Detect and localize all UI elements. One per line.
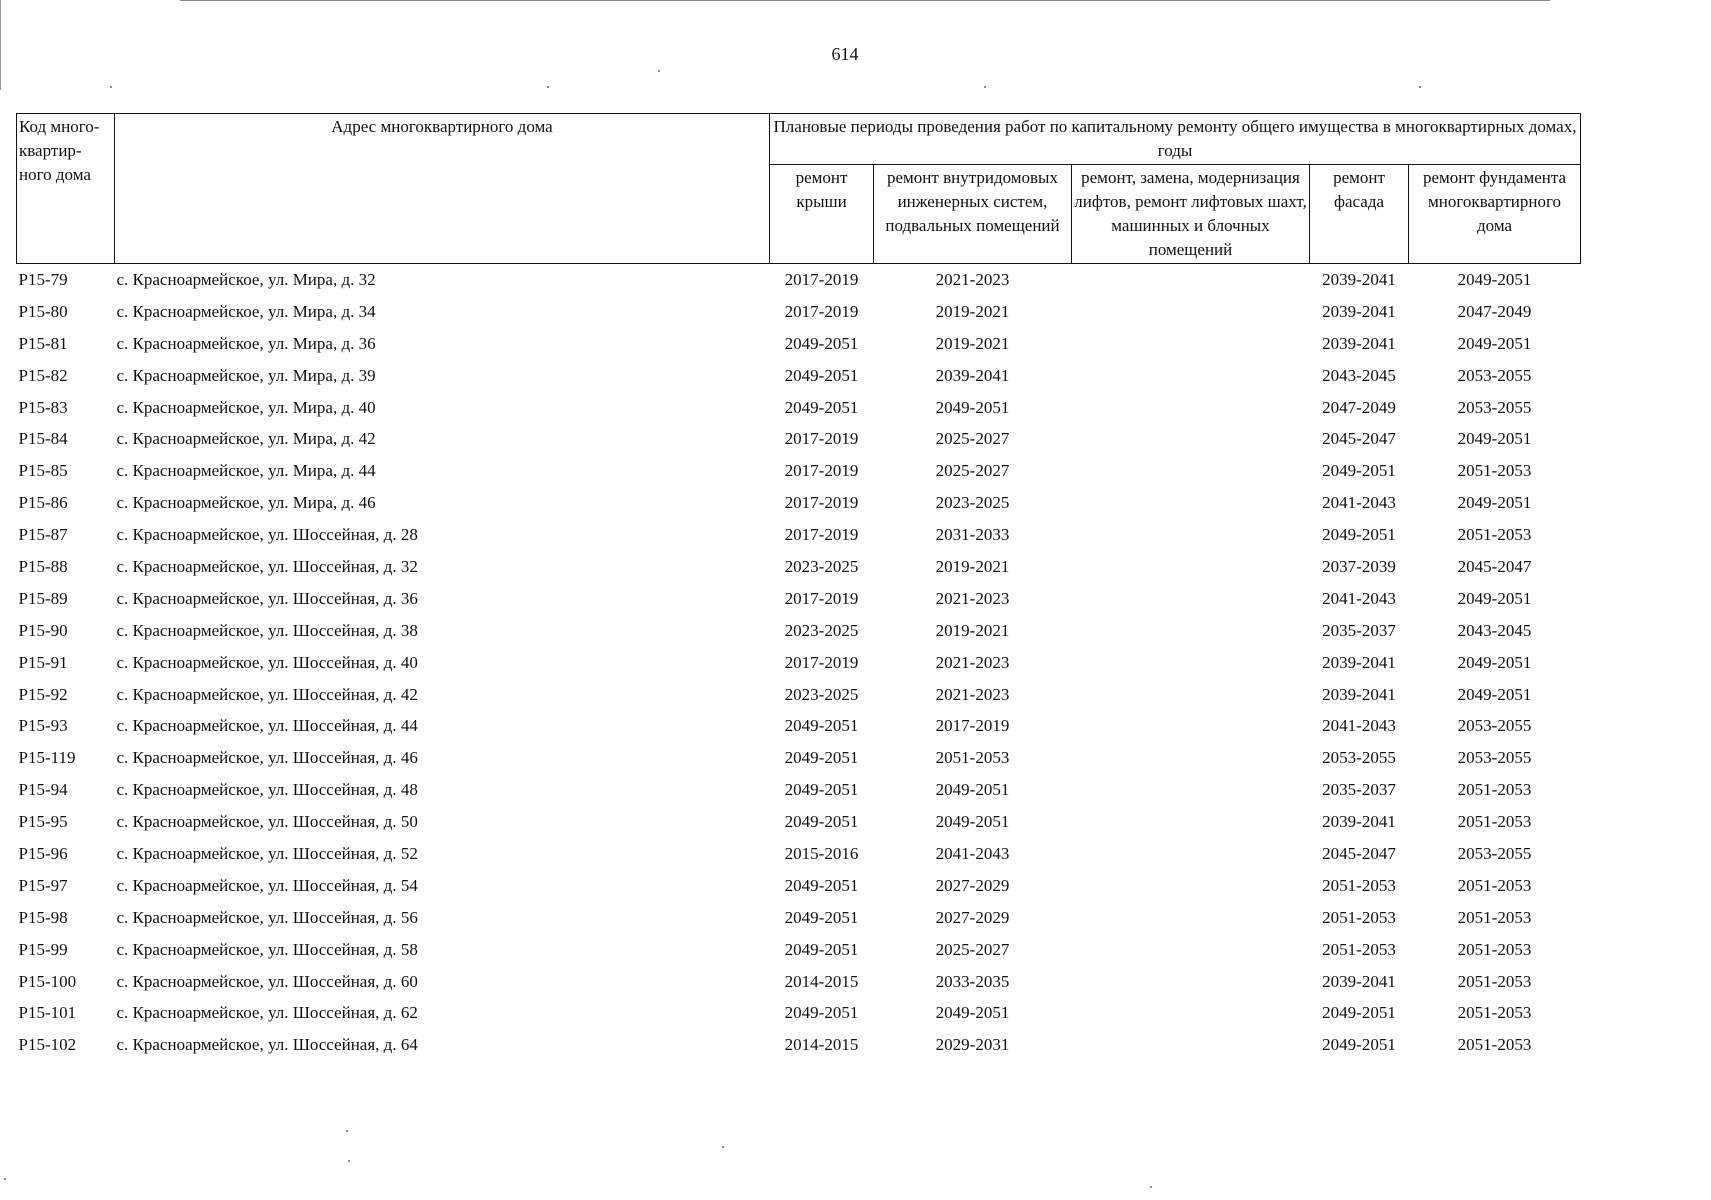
cell-facade: 2049-2051 — [1322, 1035, 1396, 1055]
cell-lifts — [1072, 296, 1310, 328]
table-row — [17, 774, 1581, 806]
cell-address: с. Красноармейское, ул. Мира, д. 34 — [116, 301, 376, 321]
cell-code: P15-86 — [18, 493, 68, 513]
cell-engineering-systems: 2021-2023 — [935, 652, 1010, 672]
cell-roof: 2049-2051 — [784, 1003, 859, 1023]
cell-facade: 2039-2041 — [1322, 684, 1396, 704]
table-row — [17, 328, 1581, 360]
scan-speck — [547, 86, 549, 88]
cell-engineering-systems: 2049-2051 — [935, 812, 1010, 832]
cell-code: P15-82 — [18, 365, 68, 385]
cell-code: P15-94 — [18, 780, 68, 800]
cell-code: P15-90 — [18, 620, 68, 640]
cell-foundation: 2045-2047 — [1457, 556, 1532, 576]
cell-roof: 2049-2051 — [784, 333, 859, 353]
cell-roof: 2049-2051 — [784, 716, 859, 736]
cell-roof: 2015-2016 — [784, 843, 859, 863]
cell-roof: 2017-2019 — [784, 301, 859, 321]
cell-address: с. Красноармейское, ул. Мира, д. 32 — [116, 269, 376, 289]
cell-facade: 2053-2055 — [1322, 748, 1396, 768]
cell-address: с. Красноармейское, ул. Шоссейная, д. 54 — [116, 875, 418, 895]
cell-lifts — [1072, 679, 1310, 711]
cell-foundation: 2047-2049 — [1457, 301, 1532, 321]
cell-code: P15-81 — [18, 333, 68, 353]
cell-engineering-systems: 2049-2051 — [935, 397, 1010, 417]
cell-roof: 2017-2019 — [784, 269, 859, 289]
cell-roof: 2049-2051 — [784, 748, 859, 768]
header-foundation: ремонт фундамента многоквартирного дома — [1409, 165, 1581, 264]
cell-foundation: 2051-2053 — [1457, 971, 1532, 991]
cell-engineering-systems: 2031-2033 — [935, 525, 1010, 545]
cell-roof: 2049-2051 — [784, 812, 859, 832]
cell-foundation: 2051-2053 — [1457, 1003, 1532, 1023]
cell-engineering-systems: 2025-2027 — [935, 939, 1010, 959]
cell-code: P15-119 — [18, 748, 76, 768]
cell-facade: 2039-2041 — [1322, 971, 1396, 991]
table-body — [17, 264, 1581, 1062]
cell-lifts — [1072, 806, 1310, 838]
cell-address: с. Красноармейское, ул. Шоссейная, д. 28 — [116, 525, 418, 545]
cell-roof: 2049-2051 — [784, 875, 859, 895]
cell-engineering-systems: 2021-2023 — [935, 588, 1010, 608]
cell-code: P15-83 — [18, 397, 68, 417]
cell-foundation: 2051-2053 — [1457, 812, 1532, 832]
cell-engineering-systems: 2025-2027 — [935, 429, 1010, 449]
cell-address: с. Красноармейское, ул. Шоссейная, д. 64 — [116, 1035, 418, 1055]
cell-roof: 2017-2019 — [784, 493, 859, 513]
cell-code: P15-80 — [18, 301, 68, 321]
cell-lifts — [1072, 551, 1310, 583]
cell-engineering-systems: 2019-2021 — [935, 333, 1010, 353]
cell-code: P15-88 — [18, 556, 68, 576]
table-row — [17, 806, 1581, 838]
table-row — [17, 710, 1581, 742]
cell-facade: 2049-2051 — [1322, 525, 1396, 545]
cell-code: P15-89 — [18, 588, 68, 608]
cell-facade: 2051-2053 — [1322, 875, 1396, 895]
cell-code: P15-91 — [18, 652, 68, 672]
cell-lifts — [1072, 615, 1310, 647]
page-number: 614 — [831, 44, 859, 64]
table-row — [17, 487, 1581, 519]
cell-code: P15-95 — [18, 812, 68, 832]
cell-lifts — [1072, 423, 1310, 455]
cell-address: с. Красноармейское, ул. Шоссейная, д. 50 — [116, 812, 418, 832]
cell-lifts — [1072, 838, 1310, 870]
cell-engineering-systems: 2023-2025 — [935, 493, 1010, 513]
table-row — [17, 423, 1581, 455]
cell-engineering-systems: 2021-2023 — [935, 269, 1010, 289]
cell-foundation: 2049-2051 — [1457, 684, 1532, 704]
cell-facade: 2049-2051 — [1322, 1003, 1396, 1023]
cell-foundation: 2049-2051 — [1457, 588, 1532, 608]
table-row — [17, 264, 1581, 296]
cell-engineering-systems: 2027-2029 — [935, 875, 1010, 895]
cell-code: P15-92 — [18, 684, 68, 704]
cell-foundation: 2049-2051 — [1457, 429, 1532, 449]
cell-engineering-systems: 2039-2041 — [935, 365, 1010, 385]
cell-facade: 2051-2053 — [1322, 907, 1396, 927]
cell-roof: 2049-2051 — [784, 939, 859, 959]
cell-code: P15-84 — [18, 429, 68, 449]
cell-address: с. Красноармейское, ул. Мира, д. 44 — [116, 461, 376, 481]
cell-foundation: 2051-2053 — [1457, 780, 1532, 800]
cell-facade: 2045-2047 — [1322, 843, 1396, 863]
cell-foundation: 2051-2053 — [1457, 939, 1532, 959]
cell-code: P15-97 — [18, 875, 68, 895]
cell-foundation: 2049-2051 — [1457, 493, 1532, 513]
cell-foundation: 2053-2055 — [1457, 843, 1532, 863]
header-engineering-systems: ремонт внутридомовых инженерных систем, подвальных помещений — [874, 165, 1072, 264]
cell-engineering-systems: 2049-2051 — [935, 780, 1010, 800]
cell-facade: 2047-2049 — [1322, 397, 1396, 417]
cell-facade: 2035-2037 — [1322, 780, 1396, 800]
cell-roof: 2014-2015 — [784, 971, 859, 991]
table-row — [17, 551, 1581, 583]
cell-facade: 2049-2051 — [1322, 461, 1396, 481]
table-row — [17, 455, 1581, 487]
scan-edge-top — [180, 0, 1550, 1]
cell-foundation: 2051-2053 — [1457, 1035, 1532, 1055]
cell-roof: 2014-2015 — [784, 1035, 859, 1055]
table-row — [17, 296, 1581, 328]
cell-foundation: 2053-2055 — [1457, 748, 1532, 768]
scan-speck — [984, 86, 986, 88]
cell-facade: 2045-2047 — [1322, 429, 1396, 449]
cell-engineering-systems: 2019-2021 — [935, 556, 1010, 576]
cell-address: с. Красноармейское, ул. Мира, д. 42 — [116, 429, 376, 449]
cell-facade: 2039-2041 — [1322, 652, 1396, 672]
cell-foundation: 2053-2055 — [1457, 716, 1532, 736]
table-row — [17, 583, 1581, 615]
cell-lifts — [1072, 360, 1310, 392]
cell-facade: 2039-2041 — [1322, 301, 1396, 321]
table-row — [17, 360, 1581, 392]
cell-engineering-systems: 2041-2043 — [935, 843, 1010, 863]
cell-lifts — [1072, 1029, 1310, 1061]
cell-lifts — [1072, 710, 1310, 742]
cell-facade: 2041-2043 — [1322, 588, 1396, 608]
table-row — [17, 870, 1581, 902]
cell-address: с. Красноармейское, ул. Шоссейная, д. 52 — [116, 843, 418, 863]
cell-address: с. Красноармейское, ул. Шоссейная, д. 44 — [116, 716, 418, 736]
cell-roof: 2023-2025 — [784, 620, 859, 640]
cell-foundation: 2051-2053 — [1457, 525, 1532, 545]
header-roof: ремонт крыши — [770, 165, 874, 264]
cell-address: с. Красноармейское, ул. Шоссейная, д. 36 — [116, 588, 418, 608]
cell-lifts — [1072, 519, 1310, 551]
cell-engineering-systems: 2017-2019 — [935, 716, 1010, 736]
cell-address: с. Красноармейское, ул. Шоссейная, д. 62 — [116, 1003, 418, 1023]
cell-foundation: 2049-2051 — [1457, 333, 1532, 353]
cell-roof: 2049-2051 — [784, 907, 859, 927]
cell-roof: 2017-2019 — [784, 429, 859, 449]
scan-speck — [722, 1146, 724, 1148]
cell-engineering-systems: 2019-2021 — [935, 620, 1010, 640]
header-lifts: ремонт, замена, модернизация лифтов, ремонт лифтовых шахт, машинных и блочных помещений — [1072, 165, 1310, 264]
cell-foundation: 2049-2051 — [1457, 269, 1532, 289]
cell-facade: 2039-2041 — [1322, 269, 1396, 289]
cell-code: P15-93 — [18, 716, 68, 736]
cell-code: P15-101 — [18, 1003, 77, 1023]
cell-address: с. Красноармейское, ул. Шоссейная, д. 32 — [116, 556, 418, 576]
cell-lifts — [1072, 328, 1310, 360]
cell-address: с. Красноармейское, ул. Мира, д. 46 — [116, 493, 376, 513]
cell-address: с. Красноармейское, ул. Мира, д. 40 — [116, 397, 376, 417]
scan-speck — [1150, 1186, 1152, 1188]
cell-code: P15-98 — [18, 907, 68, 927]
cell-facade: 2039-2041 — [1322, 812, 1396, 832]
cell-engineering-systems: 2033-2035 — [935, 971, 1010, 991]
cell-code: P15-79 — [18, 269, 68, 289]
cell-address: с. Красноармейское, ул. Мира, д. 36 — [116, 333, 376, 353]
cell-lifts — [1072, 583, 1310, 615]
table-row — [17, 392, 1581, 424]
cell-address: с. Красноармейское, ул. Шоссейная, д. 42 — [116, 684, 418, 704]
table-row — [17, 615, 1581, 647]
scan-speck — [4, 1178, 6, 1180]
table-row — [17, 838, 1581, 870]
cell-foundation: 2053-2055 — [1457, 365, 1532, 385]
cell-address: с. Красноармейское, ул. Мира, д. 39 — [116, 365, 376, 385]
cell-code: P15-100 — [18, 971, 77, 991]
header-code: Код много-квартир-ного дома — [17, 114, 115, 264]
cell-code: P15-85 — [18, 461, 68, 481]
table-row — [17, 966, 1581, 998]
cell-foundation: 2049-2051 — [1457, 652, 1532, 672]
cell-roof: 2023-2025 — [784, 684, 859, 704]
header-facade: ремонт фасада — [1310, 165, 1409, 264]
cell-roof: 2017-2019 — [784, 461, 859, 481]
scan-speck — [110, 86, 112, 88]
table-row — [17, 902, 1581, 934]
cell-code: P15-96 — [18, 843, 68, 863]
cell-facade: 2051-2053 — [1322, 939, 1396, 959]
table-row — [17, 934, 1581, 966]
cell-facade: 2041-2043 — [1322, 716, 1396, 736]
cell-lifts — [1072, 934, 1310, 966]
cell-engineering-systems: 2049-2051 — [935, 1003, 1010, 1023]
cell-engineering-systems: 2027-2029 — [935, 907, 1010, 927]
cell-code: P15-99 — [18, 939, 68, 959]
table-header — [17, 114, 1581, 264]
cell-lifts — [1072, 742, 1310, 774]
cell-foundation: 2051-2053 — [1457, 875, 1532, 895]
cell-roof: 2017-2019 — [784, 588, 859, 608]
cell-engineering-systems: 2021-2023 — [935, 684, 1010, 704]
repair-schedule-table — [16, 113, 1581, 1061]
cell-roof: 2049-2051 — [784, 780, 859, 800]
cell-foundation: 2043-2045 — [1457, 620, 1532, 640]
cell-engineering-systems: 2051-2053 — [935, 748, 1010, 768]
table-row — [17, 997, 1581, 1029]
table-row — [17, 647, 1581, 679]
cell-roof: 2017-2019 — [784, 652, 859, 672]
cell-foundation: 2051-2053 — [1457, 907, 1532, 927]
cell-facade: 2039-2041 — [1322, 333, 1396, 353]
table-row — [17, 679, 1581, 711]
cell-lifts — [1072, 487, 1310, 519]
header-address: Адрес многоквартирного дома — [115, 114, 770, 264]
scan-speck — [658, 70, 660, 72]
cell-address: с. Красноармейское, ул. Шоссейная, д. 48 — [116, 780, 418, 800]
cell-lifts — [1072, 966, 1310, 998]
cell-lifts — [1072, 647, 1310, 679]
cell-address: с. Красноармейское, ул. Шоссейная, д. 46 — [116, 748, 418, 768]
table-row — [17, 519, 1581, 551]
cell-facade: 2041-2043 — [1322, 493, 1396, 513]
cell-lifts — [1072, 455, 1310, 487]
cell-roof: 2049-2051 — [784, 397, 859, 417]
cell-address: с. Красноармейское, ул. Шоссейная, д. 58 — [116, 939, 418, 959]
cell-code: P15-87 — [18, 525, 68, 545]
cell-code: P15-102 — [18, 1035, 77, 1055]
cell-address: с. Красноармейское, ул. Шоссейная, д. 56 — [116, 907, 418, 927]
cell-lifts — [1072, 997, 1310, 1029]
cell-lifts — [1072, 392, 1310, 424]
cell-foundation: 2053-2055 — [1457, 397, 1532, 417]
header-planned-periods: Плановые периоды проведения работ по капитальному ремонту общего имущества в многоквартирных домах, годы — [770, 114, 1581, 165]
cell-roof: 2023-2025 — [784, 556, 859, 576]
cell-roof: 2049-2051 — [784, 365, 859, 385]
cell-lifts — [1072, 870, 1310, 902]
scan-speck — [348, 1160, 350, 1162]
cell-facade: 2037-2039 — [1322, 556, 1396, 576]
table-row — [17, 742, 1581, 774]
cell-address: с. Красноармейское, ул. Шоссейная, д. 40 — [116, 652, 418, 672]
cell-foundation: 2051-2053 — [1457, 461, 1532, 481]
cell-address: с. Красноармейское, ул. Шоссейная, д. 60 — [116, 971, 418, 991]
cell-lifts — [1072, 264, 1310, 296]
scan-speck — [1419, 86, 1421, 88]
cell-engineering-systems: 2019-2021 — [935, 301, 1010, 321]
cell-roof: 2017-2019 — [784, 525, 859, 545]
cell-engineering-systems: 2029-2031 — [935, 1035, 1010, 1055]
cell-facade: 2035-2037 — [1322, 620, 1396, 640]
scan-speck — [346, 1130, 348, 1132]
cell-engineering-systems: 2025-2027 — [935, 461, 1010, 481]
cell-facade: 2043-2045 — [1322, 365, 1396, 385]
cell-lifts — [1072, 774, 1310, 806]
table-row — [17, 1029, 1581, 1061]
cell-lifts — [1072, 902, 1310, 934]
cell-address: с. Красноармейское, ул. Шоссейная, д. 38 — [116, 620, 418, 640]
